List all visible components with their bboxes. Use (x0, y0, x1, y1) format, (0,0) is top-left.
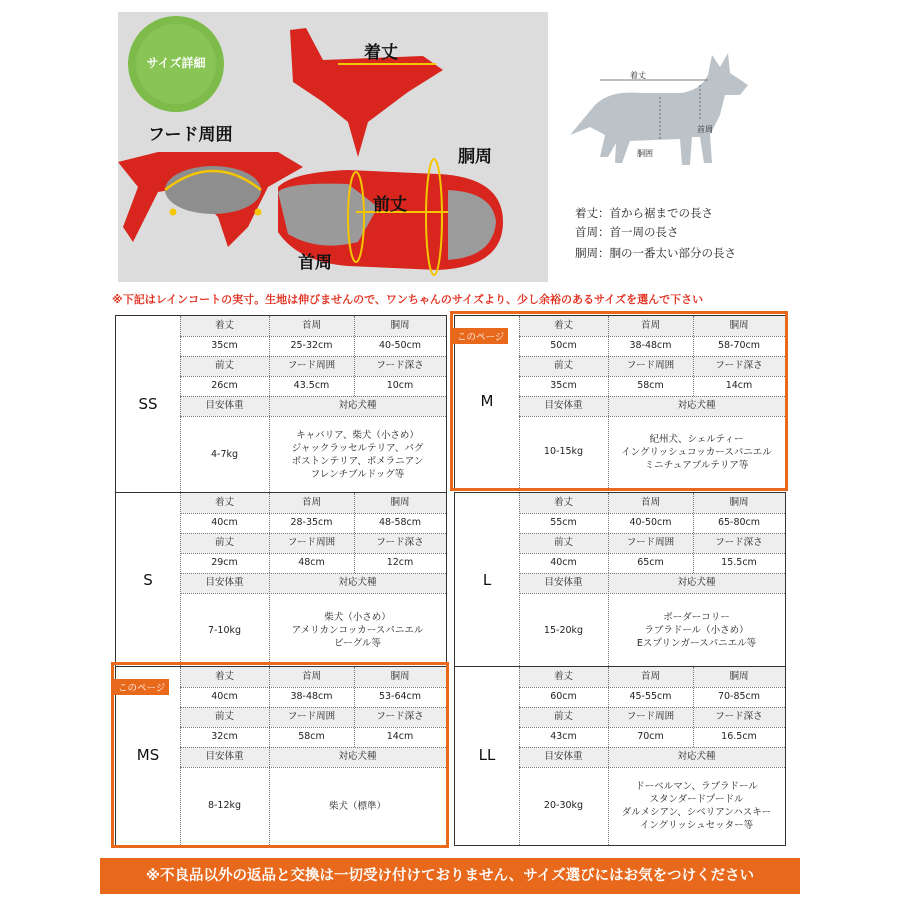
value-length: 35cm (211, 340, 238, 351)
value-weight: 10-15kg (543, 446, 584, 457)
size-note: ※下記はレインコートの実寸。生地は伸びませんので、ワンちゃんのサイズより、少し余裕のあるサイズを選んで下さい (112, 293, 704, 306)
size-block-l (454, 492, 786, 669)
value-chest: 70-85cm (717, 691, 761, 702)
breed-line: ミニチュアブルテリア等 (644, 459, 749, 471)
size-name: L (482, 570, 492, 589)
label-chest: 胴周 (458, 147, 492, 167)
value-front: 43cm (550, 731, 577, 742)
value-front: 35cm (550, 380, 577, 391)
col-header-length: 着丈 (214, 497, 234, 508)
value-chest: 65-80cm (717, 517, 761, 528)
col-header-chest: 胴周 (390, 671, 410, 682)
col-header-weight: 目安体重 (544, 577, 583, 588)
value-hood-depth: 16.5cm (721, 731, 757, 742)
col-header-chest: 胴周 (729, 671, 749, 682)
col-header-weight: 目安体重 (205, 400, 244, 411)
breed-line: キャバリア、柴犬（小さめ） (296, 430, 419, 441)
this-page-tag: このページ (453, 328, 508, 344)
col-header-hood-depth: フード深さ (715, 360, 763, 371)
breed-line: ボーダーコリー (663, 612, 730, 623)
value-hood-depth: 15.5cm (721, 557, 757, 568)
breed-line: ドーベルマン、ラブラドール (635, 781, 758, 792)
col-header-weight: 目安体重 (205, 577, 244, 588)
col-header-breed: 対応犬種 (338, 751, 377, 762)
label-length: 着丈 (364, 43, 398, 63)
dog-label-length: 着丈 (630, 71, 646, 80)
breed-line: イングリッシュセッター等 (639, 820, 754, 831)
col-header-hood-depth: フード深さ (715, 537, 763, 548)
legend-chest: 胴周：胴の一番太い部分の長さ (575, 246, 736, 260)
col-header-hood-depth: フード深さ (376, 360, 424, 371)
value-front: 26cm (211, 380, 238, 391)
col-header-neck: 首周 (301, 497, 321, 508)
value-hood-around: 58cm (637, 380, 664, 391)
col-header-length: 着丈 (553, 671, 573, 682)
col-header-hood-around: フード周囲 (626, 711, 675, 722)
size-name: M (480, 392, 494, 410)
size-name: MS (136, 746, 160, 764)
col-header-hood-around: フード周囲 (287, 360, 336, 371)
col-header-hood-depth: フード深さ (376, 537, 424, 548)
value-weight: 8-12kg (207, 800, 242, 811)
breed-list (269, 429, 446, 481)
size-detail-badge: サイズ詳細 (146, 56, 206, 70)
value-length: 60cm (550, 691, 577, 702)
value-weight: 7-10kg (207, 625, 242, 636)
value-front: 29cm (211, 557, 238, 568)
col-header-neck: 首周 (301, 671, 321, 682)
col-header-hood-depth: フード深さ (376, 711, 424, 722)
col-header-breed: 対応犬種 (338, 400, 377, 411)
size-name: SS (138, 395, 158, 413)
size-block-ll (454, 666, 786, 846)
value-chest: 48-58cm (378, 517, 422, 528)
this-page-tag: このページ (114, 679, 169, 695)
col-header-front: 前丈 (553, 711, 573, 722)
value-hood-depth: 10cm (386, 380, 414, 391)
label-neck: 首周 (298, 253, 332, 273)
value-chest: 53-64cm (378, 691, 422, 702)
col-header-weight: 目安体重 (205, 751, 244, 762)
value-front: 40cm (550, 557, 577, 568)
value-hood-around: 70cm (637, 731, 664, 742)
breed-line: 柴犬（小さめ） (324, 612, 391, 623)
dog-label-neck: 首周 (697, 125, 713, 134)
breed-line: イングリッシュコッカースパニエル (621, 446, 772, 458)
breed-line: アメリカンコッカースパニエル (291, 625, 424, 636)
col-header-hood-around: フード周囲 (287, 711, 336, 722)
value-hood-depth: 14cm (725, 380, 753, 391)
legend-length: 着丈：首から裾までの長さ (575, 206, 713, 220)
col-header-length: 着丈 (214, 320, 234, 331)
value-weight: 20-30kg (543, 800, 584, 811)
value-neck: 25-32cm (290, 340, 333, 351)
value-length: 50cm (550, 340, 577, 351)
breed-list (608, 780, 785, 832)
col-header-hood-around: フード周囲 (626, 360, 675, 371)
value-front: 32cm (211, 731, 238, 742)
col-header-weight: 目安体重 (544, 751, 583, 762)
breed-line: 柴犬（標準） (328, 800, 386, 812)
col-header-neck: 首周 (640, 671, 660, 682)
col-header-hood-depth: フード深さ (715, 711, 763, 722)
value-length: 40cm (211, 517, 238, 528)
value-hood-around: 48cm (298, 557, 325, 568)
breed-list (269, 611, 446, 650)
breed-line: Eスプリンガースパニエル等 (636, 638, 757, 649)
value-weight: 15-20kg (543, 625, 584, 636)
breed-list (608, 611, 785, 650)
col-header-length: 着丈 (553, 497, 573, 508)
size-name: S (143, 570, 153, 589)
breed-line: 紀州犬、シェルティー (649, 433, 744, 445)
label-front-length: 前丈 (373, 195, 407, 215)
col-header-chest: 胴周 (729, 320, 749, 331)
breed-line: ラブラドール（小さめ） (644, 625, 749, 636)
breed-line: ダルメシアン、シベリアンハスキー (621, 807, 772, 818)
col-header-breed: 対応犬種 (677, 751, 716, 762)
value-neck: 40-50cm (629, 517, 672, 528)
col-header-breed: 対応犬種 (677, 577, 716, 588)
col-header-neck: 首周 (640, 320, 660, 331)
breed-line: スタンダードプードル (649, 794, 744, 805)
col-header-front: 前丈 (553, 360, 573, 371)
value-hood-depth: 14cm (386, 731, 414, 742)
col-header-front: 前丈 (553, 537, 573, 548)
col-header-hood-around: フード周囲 (287, 537, 336, 548)
col-header-front: 前丈 (214, 711, 234, 722)
size-block-s (115, 492, 447, 669)
col-header-length: 着丈 (553, 320, 573, 331)
value-hood-depth: 12cm (386, 557, 414, 568)
value-neck: 28-35cm (290, 517, 333, 528)
value-hood-around: 58cm (298, 731, 325, 742)
col-header-weight: 目安体重 (544, 400, 583, 411)
col-header-chest: 胴周 (729, 497, 749, 508)
value-length: 55cm (550, 517, 577, 528)
col-header-neck: 首周 (301, 320, 321, 331)
value-weight: 4-7kg (210, 449, 239, 460)
col-header-chest: 胴周 (390, 320, 410, 331)
col-header-front: 前丈 (214, 360, 234, 371)
value-neck: 38-48cm (629, 340, 672, 351)
value-neck: 38-48cm (290, 691, 333, 702)
size-name: LL (478, 746, 496, 764)
col-header-hood-around: フード周囲 (626, 537, 675, 548)
return-policy-banner: ※不良品以外の返品と交換は一切受け付けておりません、サイズ選びにはお気をつけください (100, 858, 800, 894)
breed-line: ジャックラッセルテリア、パグ (291, 443, 424, 454)
raincoat-photo-panel (118, 12, 548, 282)
legend-neck: 首周：首一周の長さ (575, 225, 679, 239)
value-chest: 58-70cm (717, 340, 761, 351)
value-hood-around: 65cm (637, 557, 664, 568)
col-header-length: 着丈 (214, 671, 234, 682)
breed-line: フレンチブルドッグ等 (310, 469, 405, 480)
dog-silhouette (560, 45, 770, 185)
label-hood-around: フード周囲 (148, 125, 233, 145)
value-chest: 40-50cm (378, 340, 422, 351)
col-header-neck: 首周 (640, 497, 660, 508)
col-header-chest: 胴周 (390, 497, 410, 508)
value-hood-around: 43.5cm (293, 380, 330, 391)
breed-line: ボストンテリア、ポメラニアン (291, 456, 424, 467)
col-header-front: 前丈 (214, 537, 234, 548)
size-block-ss (115, 315, 447, 495)
dog-label-chest: 胴囲 (637, 149, 653, 158)
breed-line: ビーグル等 (334, 638, 381, 649)
value-length: 40cm (211, 691, 238, 702)
value-neck: 45-55cm (629, 691, 672, 702)
col-header-breed: 対応犬種 (677, 400, 716, 411)
col-header-breed: 対応犬種 (338, 577, 377, 588)
